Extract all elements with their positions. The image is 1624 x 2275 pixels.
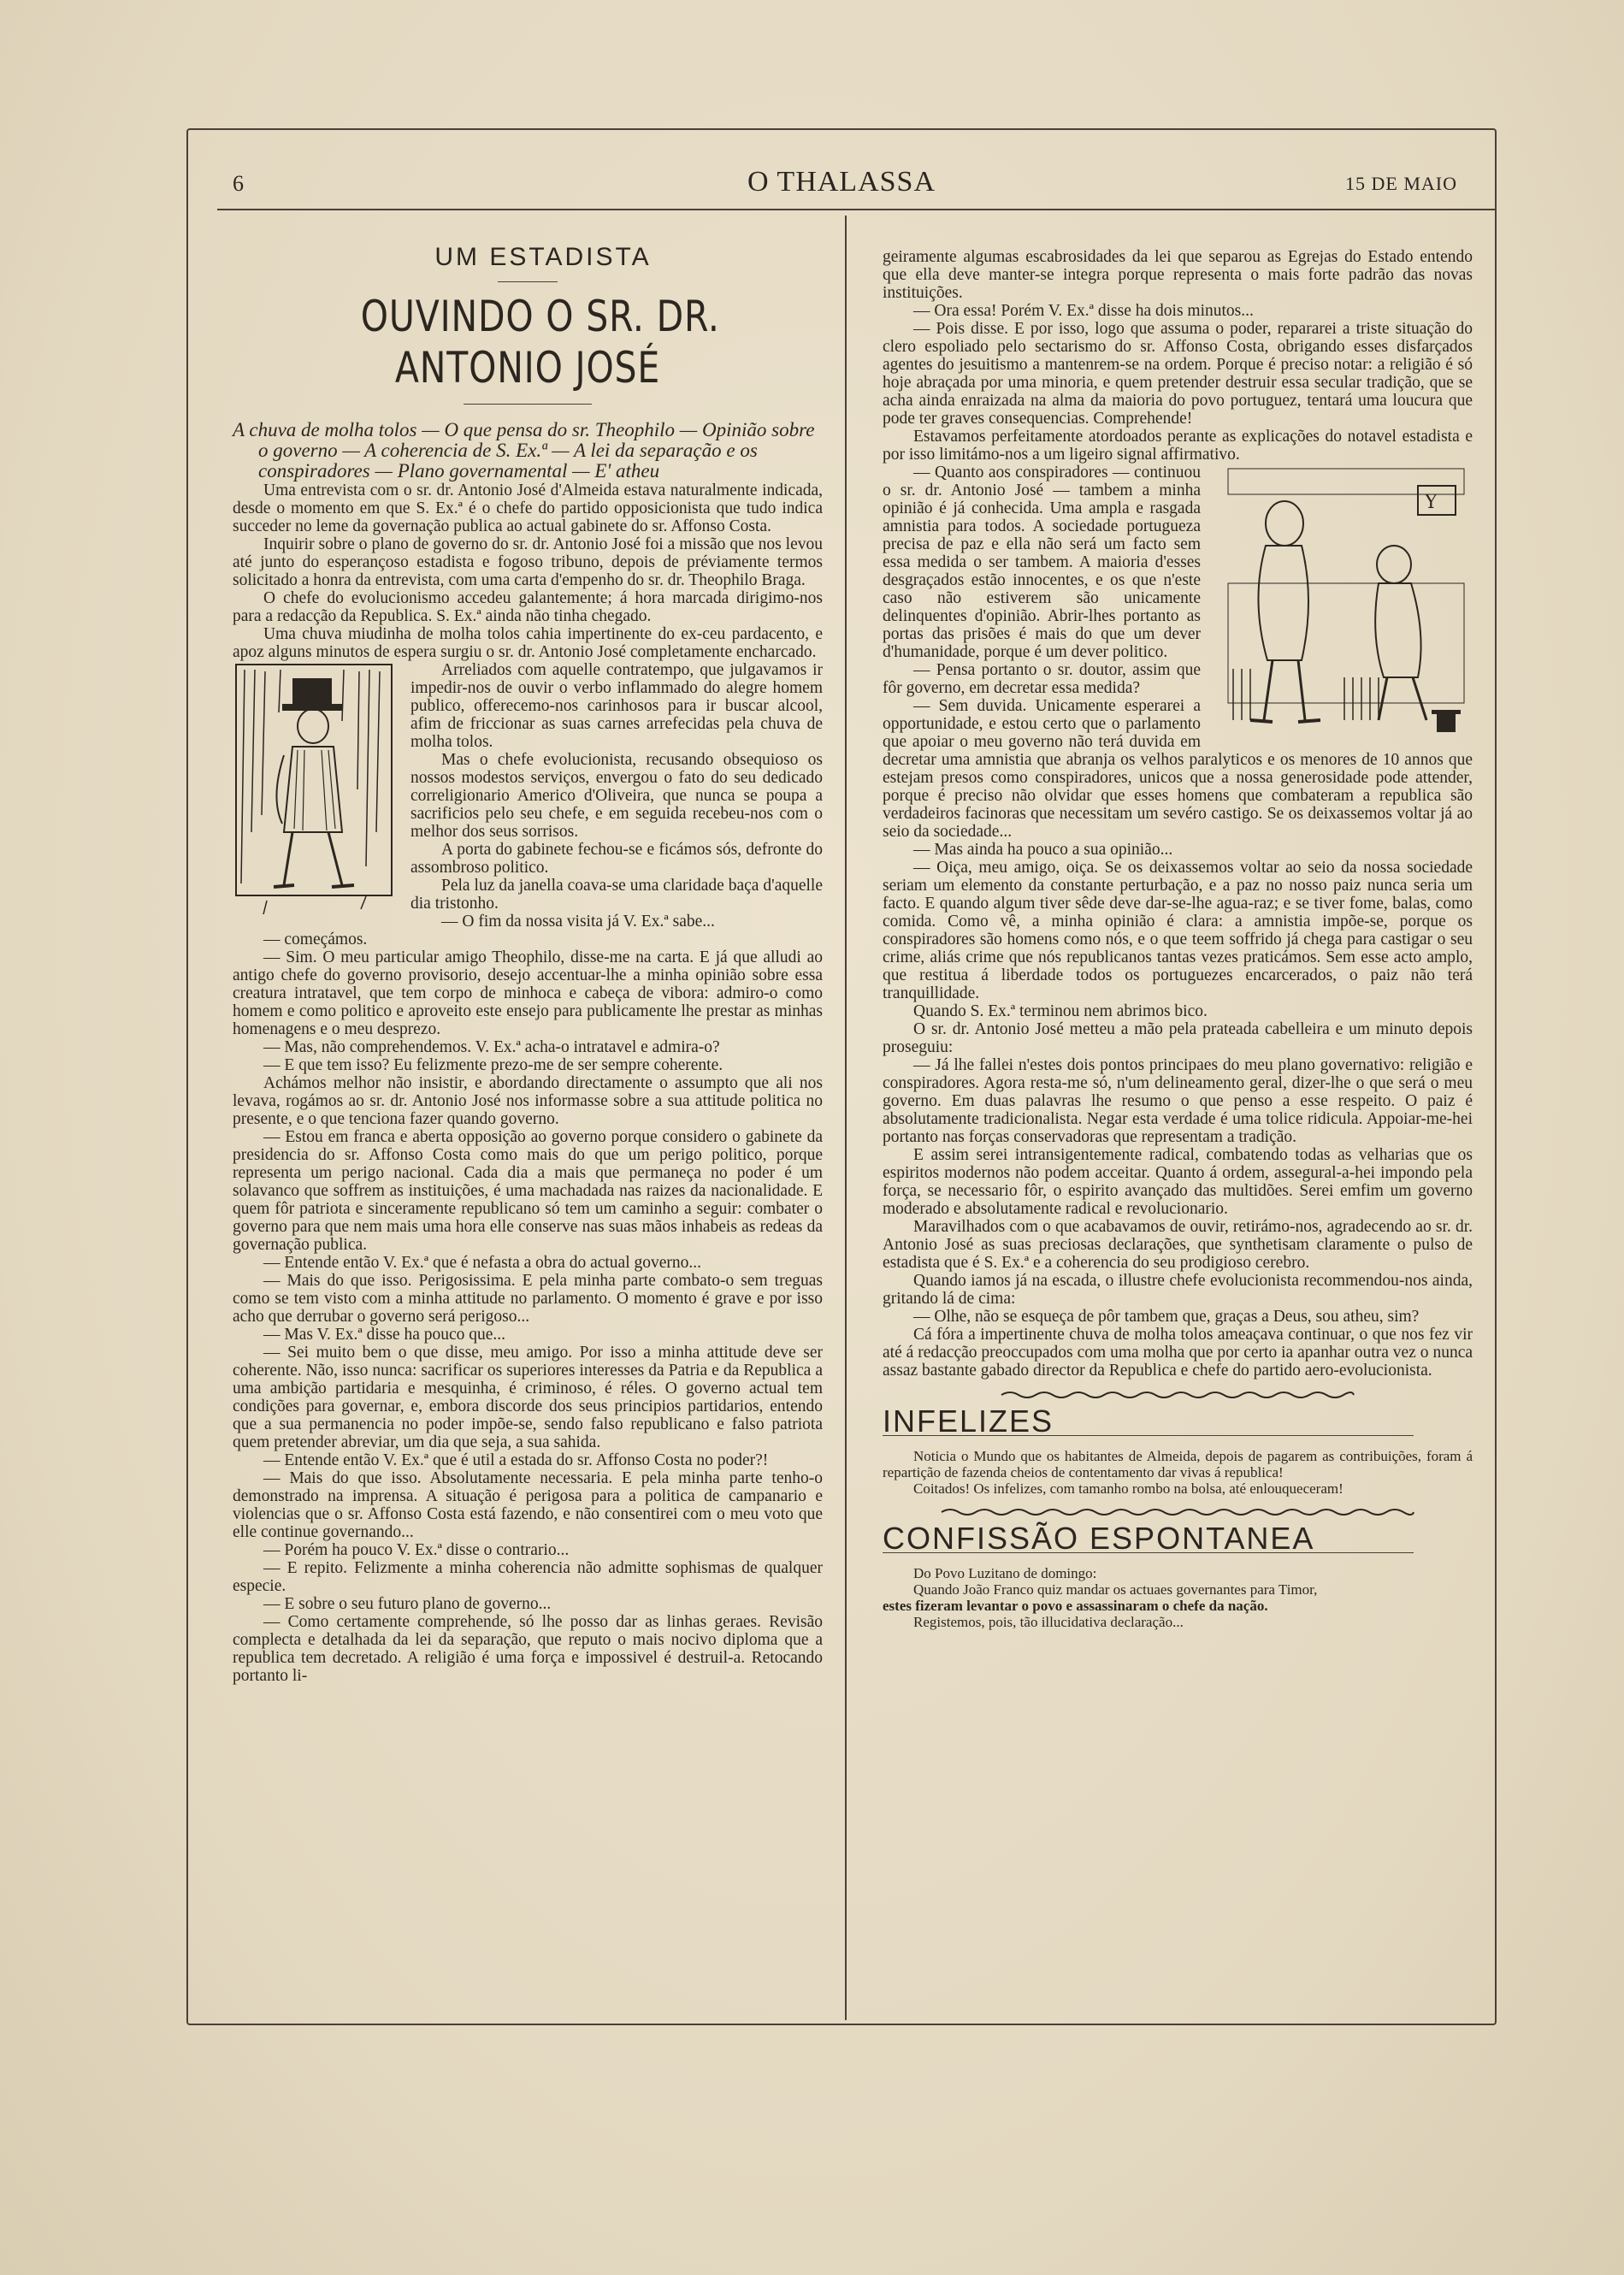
header-rule <box>217 209 1495 210</box>
confissao-closing: Registemos, pois, tão illucidativa declaração... <box>913 1614 1184 1630</box>
paragraph: Pela luz da janella coava-se uma claridade baça d'aquelle dia tristonho. <box>410 877 823 913</box>
page-number: 6 <box>233 171 244 196</box>
headline-rule <box>464 404 592 405</box>
paragraph: — Estou em franca e aberta opposição ao governo porque considero o gabinete da presidencia do sr. Affonso Costa como mais do que um perigo politico, porque representa um perigo nacional. Cada dia a mais que permaneça no poder é um solavanco que soffrem as instituições, é uma machadada nas raizes da nacionalidade. E quem fôr patriota e sinceramente republicano só tem um caminho a seguir: combater o governo para que nem mais uma hora elle conserve nas suas mãos inhabeis as redeas da governação publica. <box>233 1128 823 1254</box>
paragraph: — Entende então V. Ex.ª que é util a estada do sr. Affonso Costa no poder?! <box>263 1451 769 1469</box>
svg-text:Y: Y <box>1425 492 1438 513</box>
paragraph: — Olhe, não se esqueça de pôr tambem que, graças a Deus, sou atheu, sim? <box>913 1308 1420 1326</box>
kicker-rule <box>498 281 558 282</box>
paragraph: — Mas V. Ex.ª disse ha pouco que... <box>263 1326 506 1344</box>
page-header <box>188 147 1495 198</box>
infelizes-paragraph: Noticia o Mundo que os habitantes de Almeida, depois de pagarem as contribuições, foram á repartição de fazenda cheios de contentamento dar vivas á republica! <box>883 1448 1473 1480</box>
article-summary: A chuva de molha tolos — O que pensa do sr. Theophilo — Opinião sobre o governo — A coherencia de S. Ex.ª — A lei da separação e os conspiradores — Plano governamental — E' atheu <box>233 419 815 482</box>
man-in-rain-illustration <box>233 661 395 918</box>
paragraph: — Mais do que isso. Absolutamente necessaria. E pela minha parte tenho-o demonstrado na imprensa. A situação é perigosa para a politica de campanario e violencias que o sr. Affonso Costa está fazendo, e não consentirei com o meu voto que elle continue governando... <box>233 1469 823 1541</box>
paragraph: — começámos. <box>263 931 368 948</box>
paragraph: — Pois disse. E por isso, logo que assuma o poder, repararei a triste situação do clero espoliado pelo sectarismo do sr. Affonso Costa, obrigando esses disfarçados agentes do jesuitismo a mantenrem-se na ordem. Porque é preciso notar: a religião é só hoje abraçada por uma minoria, e quem pretender destruir essa secular tradição, que se acha ainda enraizada na alma da maioria do povo portuguez, tentará uma loucura que pode ter graves consequencias. Comprehende! <box>883 320 1473 428</box>
paragraph: Quando iamos já na escada, o illustre chefe evolucionista recommendou-nos ainda, gritando lá de cima: <box>883 1272 1473 1308</box>
infelizes-title: INFELIZES <box>883 1403 1054 1439</box>
paragraph: O chefe do evolucionismo accedeu galantemente; á hora marcada dirigimo-nos para a redacção da Republica. S. Ex.ª ainda não tinha chegado. <box>233 589 823 625</box>
paragraph: — O fim da nossa visita já V. Ex.ª sabe... <box>441 913 715 931</box>
paragraph: Inquirir sobre o plano de governo do sr. dr. Antonio José foi a missão que nos levou até junto do esperançoso estadista e fogoso tribuno, depois de préviamente termos solicitado a honra da entrevista, com uma carta d'empenho do sr. dr. Theophilo Braga. <box>233 535 823 589</box>
squiggle-ornament <box>938 1505 1417 1519</box>
article-headline: OUVINDO O SR. DR. ANTONIO JOSÉ <box>360 292 720 393</box>
paragraph: — E que tem isso? Eu felizmente prezo-me de ser sempre coherente. <box>263 1056 723 1074</box>
paragraph: — Ora essa! Porém V. Ex.ª disse ha dois minutos... <box>913 302 1254 320</box>
paragraph: Estavamos perfeitamente atordoados perante as explicações do notavel estadista e por isso limitámo-nos a um ligeiro signal affirmativo. <box>883 428 1473 464</box>
infelizes-paragraph: Coitados! Os infelizes, com tamanho rombo na bolsa, até enlouqueceram! <box>913 1480 1343 1497</box>
paragraph: — Quanto aos conspiradores — continuou o sr. dr. Antonio José — tambem a minha opinião é já conhecida. Uma ampla e rasgada amnistia para todos. A sociedade portugueza precisa de paz e ella não será um facto sem essa medida o ser tambem. A maioria d'esses desgraçados estão innocentes, e os que n'este caso não estiverem são unicamente delinquentes d'opinião. Abrir-lhes portanto as portas das prisões é mais do que um dever d'humanidade, porque é um dever politico. <box>883 464 1201 661</box>
paragraph: — Mais do que isso. Perigosissima. E pela minha parte combato-o sem treguas como se tem visto com a minha attitude no parlamento. O momento é grave e por isso acho que derrubar o governo será perigoso... <box>233 1272 823 1326</box>
paragraph: — Sem duvida. Unicamente esperarei a opportunidade, e estou certo que o parlamento que apoiar o meu governo não terá duvida em decretar uma amnistia que abranja os velhos paralyticos e os menores de 10 annos que estejam presos como conspiradores, unicos que a nossa generosidade pode attender, porque é preciso não olvidar que esses homens que combateram a republica são verdadeiros facinoras que necessitam um sevéro castigo. Se os deixassemos voltar já ao seio da sociedade... <box>883 697 1473 841</box>
paragraph: Quando S. Ex.ª terminou nem abrimos bico. <box>913 1002 1208 1020</box>
paragraph: A porta do gabinete fechou-se e ficámos sós, defronte do assombroso politico. <box>410 841 823 877</box>
paragraph: Maravilhados com o que acabavamos de ouvir, retirámo-nos, agradecendo ao sr. dr. Antonio José as suas preciosas declarações, que synthetisam claramente o pulso de estadista que é S. Ex.ª e a coherencia do seu prodigioso cerebro. <box>883 1218 1473 1272</box>
paragraph: — Entende então V. Ex.ª que é nefasta a obra do actual governo... <box>263 1254 702 1272</box>
right-column <box>883 248 1473 1630</box>
paragraph: — Porém ha pouco V. Ex.ª disse o contrario... <box>263 1541 570 1559</box>
paragraph: geiramente algumas escabrosidades da lei que separou as Egrejas do Estado entendo que ella deve manter-se integra porque representa o mais forte padrão das novas instituições. <box>883 248 1473 302</box>
confissao-title: CONFISSÃO ESPONTANEA <box>883 1521 1315 1556</box>
paragraph: Uma entrevista com o sr. dr. Antonio José d'Almeida estava naturalmente indicada, desde o momento em que S. Ex.ª é o chefe do partido opposicionista que tudo indica succeder no leme da governação publica ao actual gabinete do sr. Affonso Costa. <box>233 482 823 535</box>
masthead: O THALASSA <box>747 166 936 198</box>
paragraph: O sr. dr. Antonio José metteu a mão pela prateada cabelleira e um minuto depois proseguiu: <box>883 1020 1473 1056</box>
paragraph: — E sobre o seu futuro plano de governo... <box>263 1595 552 1613</box>
paragraph: — Sim. O meu particular amigo Theophilo, disse-me na carta. E já que alludi ao antigo chefe do governo provisorio, desejo accentuar-lhe a minha opinião sobre essa creatura intratavel, que tem corpo de minhoca e cabeça de vibora: admiro-o como homem e como politico e aproveito este ensejo para publicamente lhe prestar as minhas homenagens e o meu desprezo. <box>233 948 823 1038</box>
paragraph: Mas o chefe evolucionista, recusando obsequioso os nossos modestos serviços, envergou o fato do seu dedicado correligionario Americo d'Oliveira, que nunca se poupa a sacrificios pelo seu chefe, e em seguida recebeu-nos com o melhor dos seus sorrisos. <box>410 751 823 841</box>
paragraph: — Como certamente comprehende, só lhe posso dar as linhas geraes. Revisão complecta e detalhada da lei da separação, que reputo o mais nocivo diploma que a republica tem decretado. A religião é uma força e impossivel é destruil-a. Retocando portanto li- <box>233 1613 823 1685</box>
left-column <box>233 243 823 1685</box>
paragraph: Arreliados com aquelle contratempo, que julgavamos ir impedir-nos de ouvir o verbo inflammado do alegre homem publico, offerecemo-nos carinhosos para ir buscar alcool, afim de friccionar as suas carnes arrefecidas pela chuva de molha tolos. <box>410 661 823 751</box>
issue-date: 15 DE MAIO <box>1345 173 1457 194</box>
paragraph: Cá fóra a impertinente chuva de molha tolos ameaçava continuar, o que nos fez vir até á redacção preoccupados com uma molha que por certo ia apanhar outra vez o nunca assaz bastante gabado director da Republica e chefe do partido aero-evolucionista. <box>883 1326 1473 1380</box>
man-with-top-hat-illustration <box>1216 464 1473 746</box>
paragraph: E assim serei intransigentemente radical, combatendo todas as velharias que os espiritos modernos não podem acceitar. Quanto á ordem, assegural-a-hei impondo pela força, se necessario fôr, o espirito avançado das multidões. Serei emfim um governo moderado e absolutamente radical e revolucionario. <box>883 1146 1473 1218</box>
paragraph: — Oiça, meu amigo, oiça. Se os deixassemos voltar ao seio da nossa sociedade seriam um elemento da constante perturbação, e a paz no nosso paiz nunca seria um facto. E quando algum tiver sêde deve dar-se-lhe agua-raz; e se tiver fome, balas, como comida. Como vê, a minha opinião é clara: a amnistia impõe-se, porque os conspiradores são homens como nós, e o que teem soffrido já chega para castigar o seu crime, aliás crime que nós republicanos tantas vezes praticámos. Sem esse acto amplo, que restitua á liberdade todos os portuguezes encarcerados, o paiz não terá tranquillidade. <box>883 859 1473 1002</box>
paragraph: — Sei muito bem o que disse, meu amigo. Por isso a minha attitude deve ser coherente. Não, isso nunca: sacrificar os superiores interesses da Patria e da Republica a uma ambição partidaria e mesquinha, é criminoso, é réles. O governo actual tem condições para governar, e, embora discorde dos seus principios partidarios, entendo que a sua permanencia no poder impõe-se, sendo falso republicano e falso patriota quem pretender abreviar, um dia que seja, a sua sahida. <box>233 1344 823 1451</box>
page-frame <box>186 128 1497 2025</box>
paragraph: — Pensa portanto o sr. doutor, assim que fôr governo, em decretar essa medida? <box>883 661 1201 697</box>
confissao-quote-bold: estes fizeram levantar o povo e assassinaram o chefe da nação. <box>883 1598 1268 1614</box>
column-divider <box>845 216 847 2020</box>
paragraph: Achámos melhor não insistir, e abordando directamente o assumpto que ali nos levava, rogámos ao sr. dr. Antonio José nos informasse sobre a sua attitude politica no presente, e o que tenciona fazer quando governo. <box>233 1074 823 1128</box>
paragraph: — Já lhe fallei n'estes dois pontos principaes do meu plano governativo: religião e conspiradores. Agora resta-me só, n'um delineamento geral, dizer-lhe o que será o meu governo. Em duas palavras lhe resumo o que penso a esse respeito. O paiz é absolutamente tradicionalista. Negar esta verdade é uma tolice ridicula. Appoiar-me-hei portanto nas forças conservadoras que representam a tradição. <box>883 1056 1473 1146</box>
squiggle-ornament <box>998 1388 1357 1402</box>
paragraph: Uma chuva miudinha de molha tolos cahia impertinente do ex-ceu pardacento, e apoz alguns minutos de espera surgiu o sr. dr. Antonio José completamente encharcado. <box>233 625 823 661</box>
paragraph: — Mas ainda ha pouco a sua opinião... <box>913 841 1173 859</box>
paragraph: — E repito. Felizmente a minha coherencia não admitte sophismas de qualquer especie. <box>233 1559 823 1595</box>
confissao-quote: Quando João Franco quiz mandar os actuaes governantes para Timor, <box>913 1581 1318 1598</box>
paragraph: — Mas, não comprehendemos. V. Ex.ª acha-o intratavel e admira-o? <box>263 1038 720 1056</box>
confissao-source: Do Povo Luzitano de domingo: <box>913 1565 1097 1581</box>
article-kicker: UM ESTADISTA <box>434 243 652 271</box>
